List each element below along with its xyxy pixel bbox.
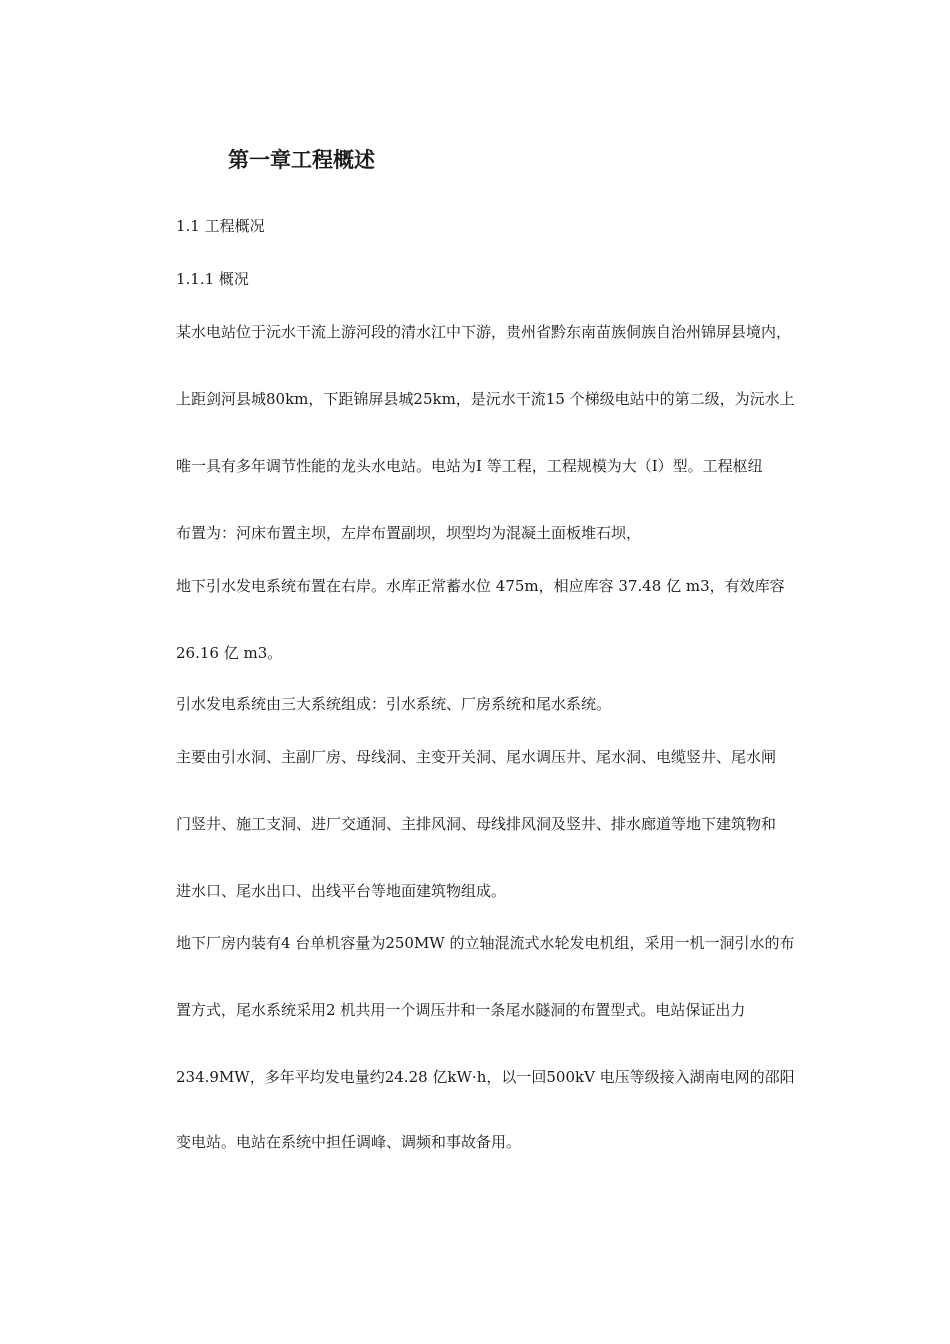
paragraph2-line2: 26.16 亿 m3。	[176, 644, 283, 662]
paragraph1-line3: 唯一具有多年调节性能的龙头水电站。电站为Ⅰ 等工程，工程规模为大（Ⅰ）型。工程枢纽	[176, 457, 763, 475]
paragraph1-line4: 布置为：河床布置主坝，左岸布置副坝，坝型均为混凝土面板堆石坝，	[176, 524, 642, 542]
chapter-title: 第一章工程概述	[228, 148, 375, 172]
section-heading: 1.1 工程概况	[176, 217, 265, 235]
paragraph4-line2: 门竖井、施工支洞、进厂交通洞、主排风洞、母线排风洞及竖井、排水廊道等地下建筑物和	[176, 815, 777, 833]
paragraph4-line1: 主要由引水洞、主副厂房、母线洞、主变开关洞、尾水调压井、尾水洞、电缆竖井、尾水闸	[176, 748, 777, 766]
paragraph4-line3: 进水口、尾水出口、出线平台等地面建筑物组成。	[176, 882, 507, 900]
paragraph5-line3: 234.9MW，多年平均发电量约24.28 亿kW·h，以一回500kV 电压等级接入湖南电网的邵阳	[176, 1068, 795, 1086]
paragraph5-line4: 变电站。电站在系统中担任调峰、调频和事故备用。	[176, 1133, 522, 1151]
paragraph5-line1: 地下厂房内装有4 台单机容量为250MW 的立轴混流式水轮发电机组，采用一机一洞引水的布	[176, 934, 795, 952]
subsection-heading: 1.1.1 概况	[176, 270, 249, 288]
paragraph1-line2: 上距剑河县城80km，下距锦屏县城25km，是沅水干流15 个梯级电站中的第二级，为沅水上	[176, 390, 795, 408]
paragraph2-line1: 地下引水发电系统布置在右岸。水库正常蓄水位 475m，相应库容 37.48 亿 m3，有效库容	[176, 577, 785, 595]
paragraph3-line1: 引水发电系统由三大系统组成：引水系统、厂房系统和尾水系统。	[176, 695, 612, 713]
paragraph5-line2: 置方式，尾水系统采用2 机共用一个调压井和一条尾水隧洞的布置型式。电站保证出力	[176, 1001, 746, 1019]
paragraph1-line1: 某水电站位于沅水干流上游河段的清水江中下游，贵州省黔东南苗族侗族自治州锦屏县境内，	[176, 323, 792, 341]
